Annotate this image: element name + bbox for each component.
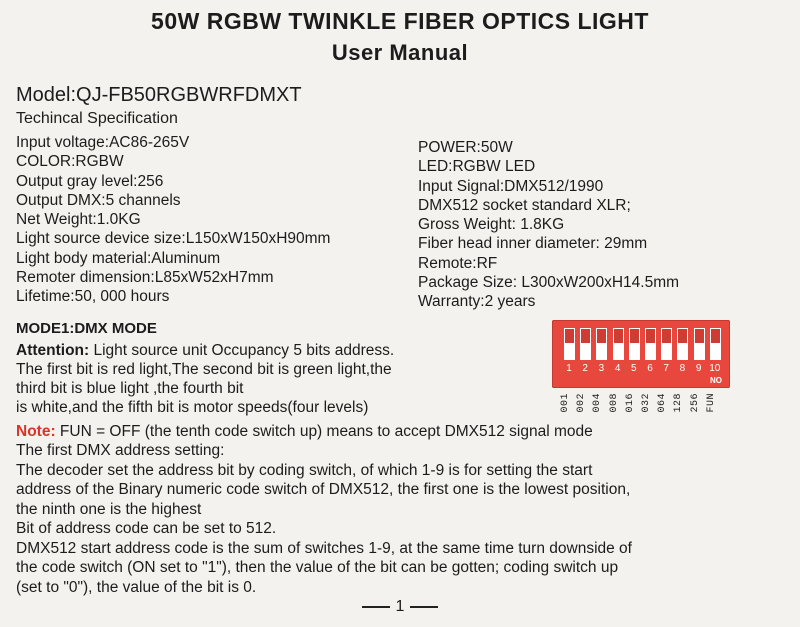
body-line: The decoder set the address bit by coding switch, of which 1-9 is for setting the start: [16, 461, 593, 479]
spec-item: Net Weight:1.0KG: [16, 211, 141, 229]
dip-switch-rocker: [596, 328, 607, 360]
spec-item: Lifetime:50, 000 hours: [16, 288, 170, 306]
spec-item: Input Signal:DMX512/1990: [418, 177, 604, 195]
dip-value-label: 004: [592, 393, 604, 413]
dip-switch-number: 2: [582, 363, 588, 374]
spec-item: Package Size: L300xW200xH14.5mm: [418, 274, 680, 292]
dip-value-label: 016: [624, 393, 636, 413]
dip-switch-rocker: [710, 328, 721, 360]
dip-switch-diagram: [552, 320, 730, 388]
note-block: [16, 422, 593, 441]
note-label: Note:: [16, 423, 56, 440]
document-title: 50W RGBW TWINKLE FIBER OPTICS LIGHT: [151, 8, 649, 34]
dip-switch-number: 5: [631, 363, 637, 374]
spec-item: Gross Weight: 1.8KG: [418, 216, 565, 234]
body-line: address of the Binary numeric code switch of DMX512, the first one is the lowest position,: [16, 481, 631, 498]
dip-switch-rocker: [580, 328, 591, 360]
dip-switch-knob: [711, 329, 720, 343]
dip-switch-knob: [695, 329, 704, 343]
note-text: FUN = OFF (the tenth code switch up) means to accept DMX512 signal mode: [55, 423, 593, 440]
dip-switch-knob: [614, 329, 623, 343]
dip-switch-number: 6: [647, 363, 653, 374]
dip-switch-number: 7: [663, 363, 669, 374]
spec-item: Fiber head inner diameter: 29mm: [418, 235, 648, 253]
dip-switch-number: 1: [566, 363, 572, 374]
attention-label: Attention:: [16, 342, 90, 359]
attention-text: Light source unit Occupancy 5 bits address.: [89, 342, 395, 359]
dip-switch-number: 9: [695, 363, 702, 374]
attention-block: [16, 341, 394, 417]
dip-switch-knob: [678, 329, 687, 343]
dip-switch-rocker: [694, 328, 705, 360]
dip-switch-knob: [597, 329, 606, 343]
address-instructions: [16, 441, 632, 597]
dip-value-label: 128: [673, 393, 685, 413]
spec-item: Light source device size:L150xW150xH90mm: [16, 230, 331, 248]
attention-line: third bit is blue light ,the fourth bit: [16, 380, 244, 397]
mode-heading: MODE1:DMX MODE: [16, 320, 157, 337]
model-number: Model:QJ-FB50RGBWRFDMXT: [16, 84, 302, 106]
dip-switch-number: 3: [598, 363, 605, 374]
dip-value-label: FUN: [705, 393, 717, 413]
body-line: DMX512 start address code is the sum of switches 1-9, at the same time turn downside of: [16, 539, 632, 557]
dip-value-label: 008: [608, 393, 620, 413]
dip-switch-rocker: [629, 328, 640, 360]
body-line: The first DMX address setting:: [16, 442, 225, 459]
dip-switch-knob: [662, 329, 671, 343]
dip-switch-rocker: [645, 328, 656, 360]
spec-item: LED:RGBW LED: [418, 158, 536, 176]
body-line: the code switch (ON set to "1"), then the value of the bit can be gotten; coding switch up: [16, 559, 619, 576]
dip-switch-knob: [581, 329, 590, 343]
spec-heading: Techincal Specification: [16, 110, 178, 127]
spec-list-left: [16, 133, 416, 307]
spec-item: Output gray level:256: [16, 172, 164, 190]
body-line: (set to "0"), the value of the bit is 0.: [16, 578, 257, 596]
footer-dash: [410, 606, 438, 608]
dip-on-label: NO: [710, 376, 722, 385]
dip-value-label: 002: [576, 393, 588, 413]
dip-switch-rocker: [564, 328, 575, 360]
body-line: the ninth one is the highest: [16, 500, 202, 518]
spec-item: Output DMX:5 channels: [16, 191, 181, 209]
document-subtitle: User Manual: [331, 40, 469, 65]
spec-item: DMX512 socket standard XLR;: [418, 196, 631, 214]
spec-item: Warranty:2 years: [418, 293, 536, 311]
dip-value-label: 256: [689, 393, 701, 413]
dip-value-label: 001: [560, 393, 571, 413]
dip-switch-knob: [630, 329, 639, 343]
dip-value-label: 032: [641, 393, 652, 413]
dip-switch-knob: [565, 329, 574, 343]
dip-switch-number: 8: [679, 363, 686, 374]
page-footer: [0, 598, 800, 616]
dip-switch-rocker: [613, 328, 624, 360]
spec-list-right: [418, 138, 798, 312]
spec-item: Light body material:Aluminum: [16, 249, 221, 267]
spec-item: Input voltage:AC86-265V: [16, 134, 190, 151]
attention-line: The first bit is red light,The second bit is green light,the: [16, 361, 392, 378]
dip-switch-rocker: [661, 328, 672, 360]
dip-switch-knob: [646, 329, 655, 343]
dip-switch-number: 4: [614, 363, 621, 374]
spec-item: POWER:50W: [418, 139, 513, 156]
spec-item: COLOR:RGBW: [16, 153, 124, 171]
page-number: 1: [395, 598, 405, 615]
attention-line: is white,and the fifth bit is motor speeds(four levels): [16, 399, 369, 416]
spec-item: Remoter dimension:L85xW52xH7mm: [16, 269, 274, 287]
dip-switch-rocker: [677, 328, 688, 360]
body-line: Bit of address code can be set to 512.: [16, 520, 277, 537]
footer-dash: [362, 606, 390, 608]
dip-switch-number: 10: [709, 363, 721, 374]
dip-value-label: 064: [657, 393, 669, 413]
spec-item: Remote:RF: [418, 254, 498, 272]
